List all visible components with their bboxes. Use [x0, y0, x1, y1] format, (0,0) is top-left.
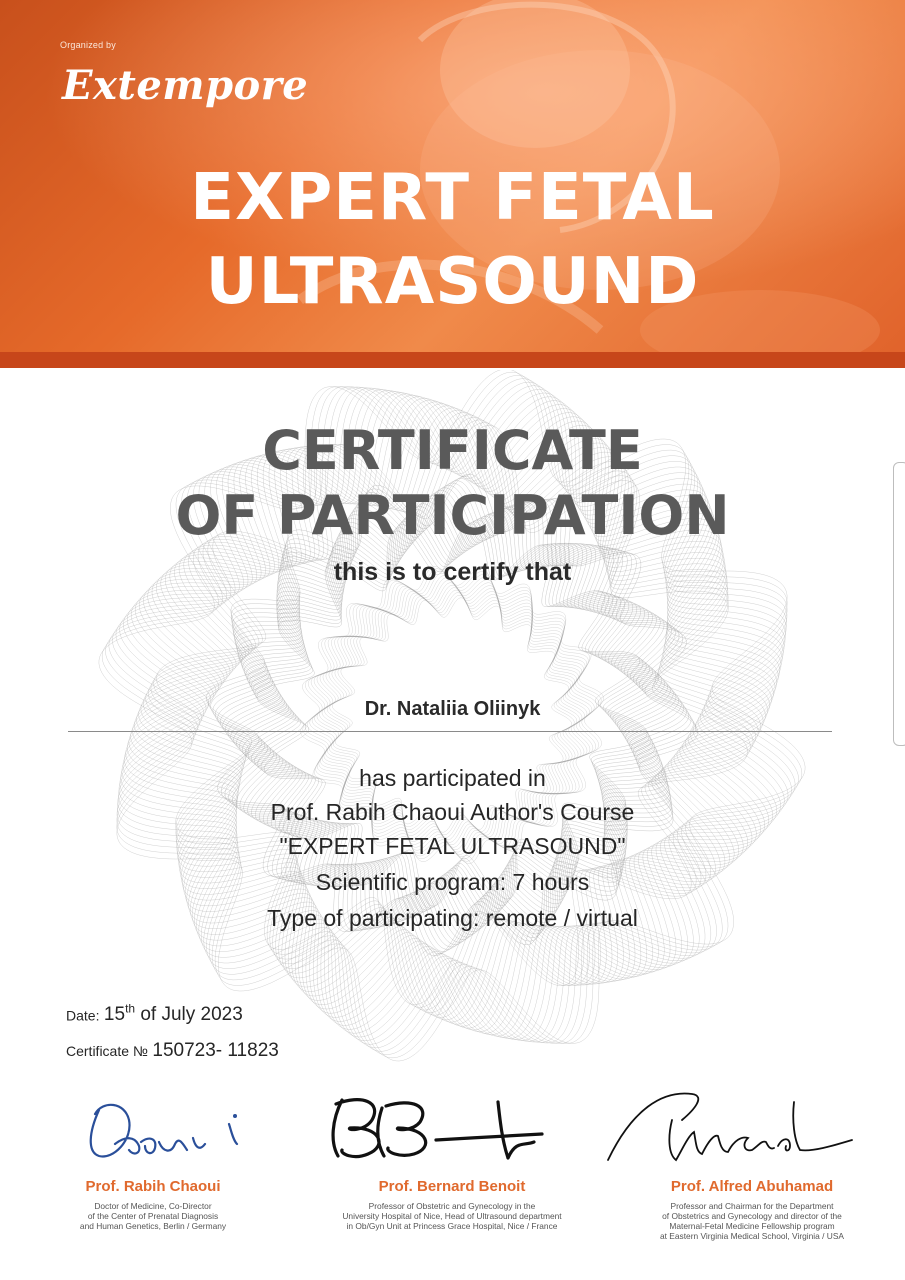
signatory-name-abuhamad: Prof. Alfred Abuhamad	[670, 1178, 834, 1195]
certificate-number-label: Certificate №	[66, 1043, 148, 1059]
certificate-title-line2: OF PARTICIPATION	[175, 484, 730, 547]
signature-abuhamad	[602, 1080, 902, 1175]
description-line: at Eastern Virginia Medical School, Virginia / USA	[659, 1231, 845, 1241]
page-edge-tab[interactable]	[893, 462, 905, 746]
banner-title-line1: EXPERT FETAL	[190, 161, 715, 235]
name-underline	[68, 731, 832, 732]
date-month-year: of July 2023	[135, 1004, 243, 1026]
date-label: Date:	[66, 1007, 100, 1024]
organized-by-label: Organized by	[60, 40, 116, 50]
description-line: of the Center of Prenatal Diagnosis	[87, 1211, 219, 1221]
certificate-number-value: 150723- 11823	[152, 1040, 279, 1061]
signatory-name-benoit: Prof. Bernard Benoit	[378, 1178, 526, 1195]
date-row	[66, 1002, 243, 1026]
signatory-description-benoit	[302, 1201, 602, 1231]
body-line-program: Scientific program: 7 hours	[315, 869, 590, 895]
body-line-type: Type of participating: remote / virtual	[267, 905, 638, 931]
description-line: in Ob/Gyn Unit at Princess Grace Hospital, Nice / France	[346, 1221, 558, 1231]
description-line: and Human Genetics, Berlin / Germany	[79, 1221, 227, 1231]
signatory-description-chaoui	[3, 1201, 303, 1231]
date-suffix: th	[125, 1002, 136, 1016]
brand-logo: Extempore	[62, 62, 309, 109]
description-line: Doctor of Medicine, Co-Director	[94, 1201, 212, 1211]
description-line: University Hospital of Nice, Head of Ultrasound department	[342, 1211, 562, 1221]
banner-bottom-strip	[0, 352, 905, 368]
description-line: of Obstetrics and Gynecology and director of the	[662, 1211, 842, 1221]
recipient-name: Dr. Nataliia Oliinyk	[364, 698, 541, 720]
header-banner	[0, 0, 905, 368]
certify-text: this is to certify that	[333, 558, 572, 586]
banner-title-line2: ULTRASOUND	[205, 245, 700, 319]
description-line: Professor of Obstetric and Gynecology in the	[368, 1201, 536, 1211]
description-line: Professor and Chairman for the Department	[670, 1201, 834, 1211]
body-line-course: Prof. Rabih Chaoui Author's Course	[270, 799, 635, 825]
certificate-number-row	[66, 1040, 279, 1062]
date-value	[104, 1004, 243, 1025]
date-day: 15	[103, 1004, 126, 1026]
description-line: Maternal-Fetal Medicine Fellowship program	[669, 1221, 835, 1231]
body-line-course-title: "EXPERT FETAL ULTRASOUND"	[279, 833, 626, 859]
body-line-participated: has participated in	[359, 765, 546, 791]
certificate-title-line1: CERTIFICATE	[262, 419, 643, 482]
signatory-name-chaoui: Prof. Rabih Chaoui	[85, 1178, 221, 1195]
signature-chaoui	[3, 1080, 303, 1175]
signatory-description-abuhamad	[602, 1201, 902, 1241]
signature-benoit	[302, 1080, 602, 1175]
